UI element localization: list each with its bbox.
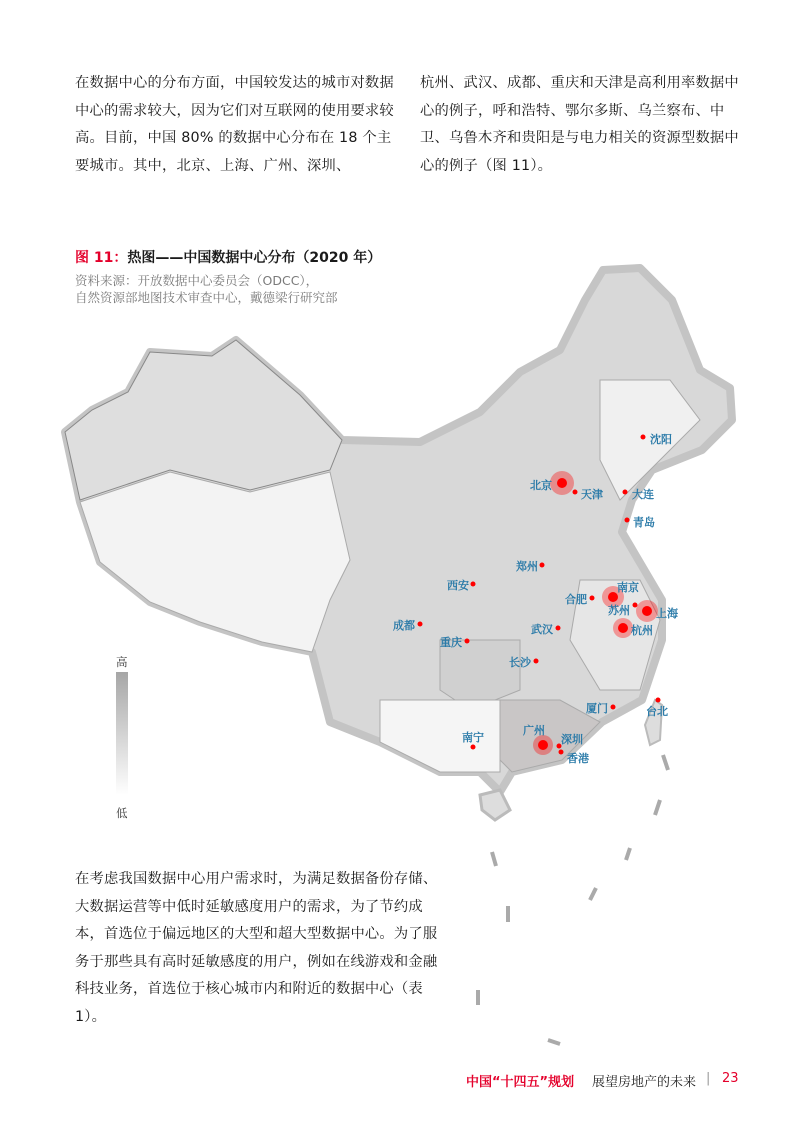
city-label-tianjin: 天津 (581, 488, 603, 501)
city-label-beijing: 北京 (530, 479, 552, 492)
legend-low-label: 低 (116, 806, 128, 820)
city-label-shenzhen: 深圳 (561, 733, 583, 746)
city-label-hefei: 合肥 (565, 593, 587, 606)
page-number: 23 (722, 1071, 739, 1086)
city-label-qingdao: 青岛 (633, 516, 655, 529)
city-label-nanning: 南宁 (462, 731, 484, 744)
city-label-zhengzhou: 郑州 (516, 560, 538, 573)
city-label-chengdu: 成都 (393, 619, 415, 632)
source-line-1: 资料来源：开放数据中心委员会（ODCC）， (75, 273, 319, 288)
footer-subtitle: 展望房地产的未来 (592, 1075, 697, 1090)
city-label-shenyang: 沈阳 (650, 433, 672, 446)
paragraph-user-demand: 在考虑我国数据中心用户需求时，为满足数据备份存储、大数据运营等中低时延敏感度用户的需求，为了节约成本，首选位于偏远地区的大型和超大型数据中心。为了服务于那些具有高时延敏感度的用户，例如在线游戏和金融科技业务，首选位于核心城市内和附近的数据中心（表 1）。 (75, 871, 438, 1025)
city-label-taipei: 台北 (646, 705, 668, 718)
country-outline (65, 268, 732, 820)
city-label-suzhou: 苏州 (608, 604, 630, 617)
city-label-xian: 西安 (447, 579, 469, 592)
paragraph-distribution: 在数据中心的分布方面，中国较发达的城市对数据中心的需求较大，因为它们对互联网的使用要求较高。目前，中国 80% 的数据中心分布在 18 个主要城市。其中，北京、上海、广州、深圳、 (75, 75, 394, 174)
footer-separator: | (706, 1071, 711, 1086)
city-label-guangzhou: 广州 (523, 724, 545, 737)
city-label-hongkong: 香港 (567, 752, 589, 765)
city-label-wuhan: 武汉 (531, 623, 553, 636)
city-label-changsha: 长沙 (509, 656, 531, 669)
footer-brand: 中国“十四五”规划 (466, 1075, 575, 1090)
city-label-xiamen: 厦门 (586, 702, 608, 715)
city-label-chongqing: 重庆 (440, 636, 462, 649)
figure-number: 图 11： (75, 250, 128, 266)
city-label-hangzhou: 杭州 (631, 624, 653, 637)
legend-high-label: 高 (116, 655, 128, 669)
figure-title: 热图——中国数据中心分布（2020 年） (127, 250, 382, 266)
source-line-2: 自然资源部地图技术审查中心，戴德梁行研究部 (75, 290, 338, 305)
city-label-shanghai: 上海 (656, 607, 678, 620)
south-china-sea-dashes (478, 755, 668, 1044)
city-label-nanjing: 南京 (617, 581, 639, 594)
paragraph-examples: 杭州、武汉、成都、重庆和天津是高利用率数据中心的例子，呼和浩特、鄂尔多斯、乌兰察布、中卫、乌鲁木齐和贵阳是与电力相关的资源型数据中心的例子（图 11）。 (420, 75, 739, 174)
legend-gradient-bar (116, 672, 128, 795)
city-label-dalian: 大连 (632, 488, 654, 501)
